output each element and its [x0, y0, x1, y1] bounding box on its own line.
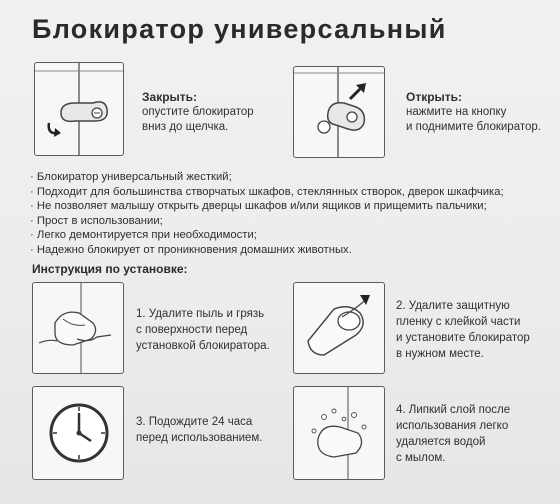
feature-item: · Прост в использовании; — [30, 214, 163, 227]
step1-text — [136, 306, 270, 354]
step3-illustration — [32, 386, 124, 480]
feature-item: · Подходит для большинства створчатых шкафов, стеклянных створок, дверок шкафчика; — [30, 185, 504, 198]
feature-item: · Не позволяет малышу открыть дверцы шкафов и/или ящиков и прищемить пальчики; — [30, 200, 487, 212]
instruction-heading: Инструкция по установке: — [32, 262, 188, 276]
step4-text — [396, 402, 510, 466]
step1-line: с поверхности перед — [136, 324, 248, 336]
step1-line: установкой блокиратора. — [136, 340, 270, 352]
page-title: Блокиратор универсальный — [32, 14, 447, 44]
step2-illustration — [293, 282, 385, 374]
close-illustration — [34, 62, 124, 156]
step2-line: 2. Удалите защитную — [396, 300, 510, 312]
open-illustration — [293, 66, 385, 158]
close-caption — [142, 90, 254, 135]
step3-line: 3. Подождите 24 часа — [136, 416, 253, 428]
open-heading: Открыть: — [406, 90, 463, 104]
step3-line: перед использованием. — [136, 432, 263, 444]
step4-line: 4. Липкий слой после — [396, 404, 511, 416]
step4-line: использования легко — [396, 420, 509, 432]
open-caption — [406, 90, 541, 135]
feature-item: · Легко демонтируется при необходимости; — [30, 229, 257, 241]
feature-list — [30, 170, 504, 257]
close-line1: опустите блокиратор — [142, 106, 254, 118]
step2-line: в нужном месте. — [396, 348, 484, 360]
open-line2: и поднимите блокиратор. — [406, 121, 541, 133]
close-line2: вниз до щелчка. — [142, 121, 229, 133]
step2-text — [396, 298, 530, 362]
step4-line: удаляется водой — [396, 436, 486, 448]
step2-line: и установите блокиратор — [396, 332, 530, 344]
close-heading: Закрыть: — [142, 90, 198, 104]
step2-line: пленку с клейкой части — [396, 316, 521, 328]
open-line1: нажмите на кнопку — [406, 106, 507, 118]
step1-line: 1. Удалите пыль и грязь — [136, 308, 265, 320]
step4-line: с мылом. — [396, 452, 446, 464]
step4-illustration — [293, 386, 385, 480]
feature-item: · Надежно блокирует от проникновения домашних животных. — [30, 243, 352, 256]
feature-item: · Блокиратор универсальный жесткий; — [30, 171, 232, 183]
step1-illustration — [32, 282, 124, 374]
step3-text — [136, 414, 263, 446]
